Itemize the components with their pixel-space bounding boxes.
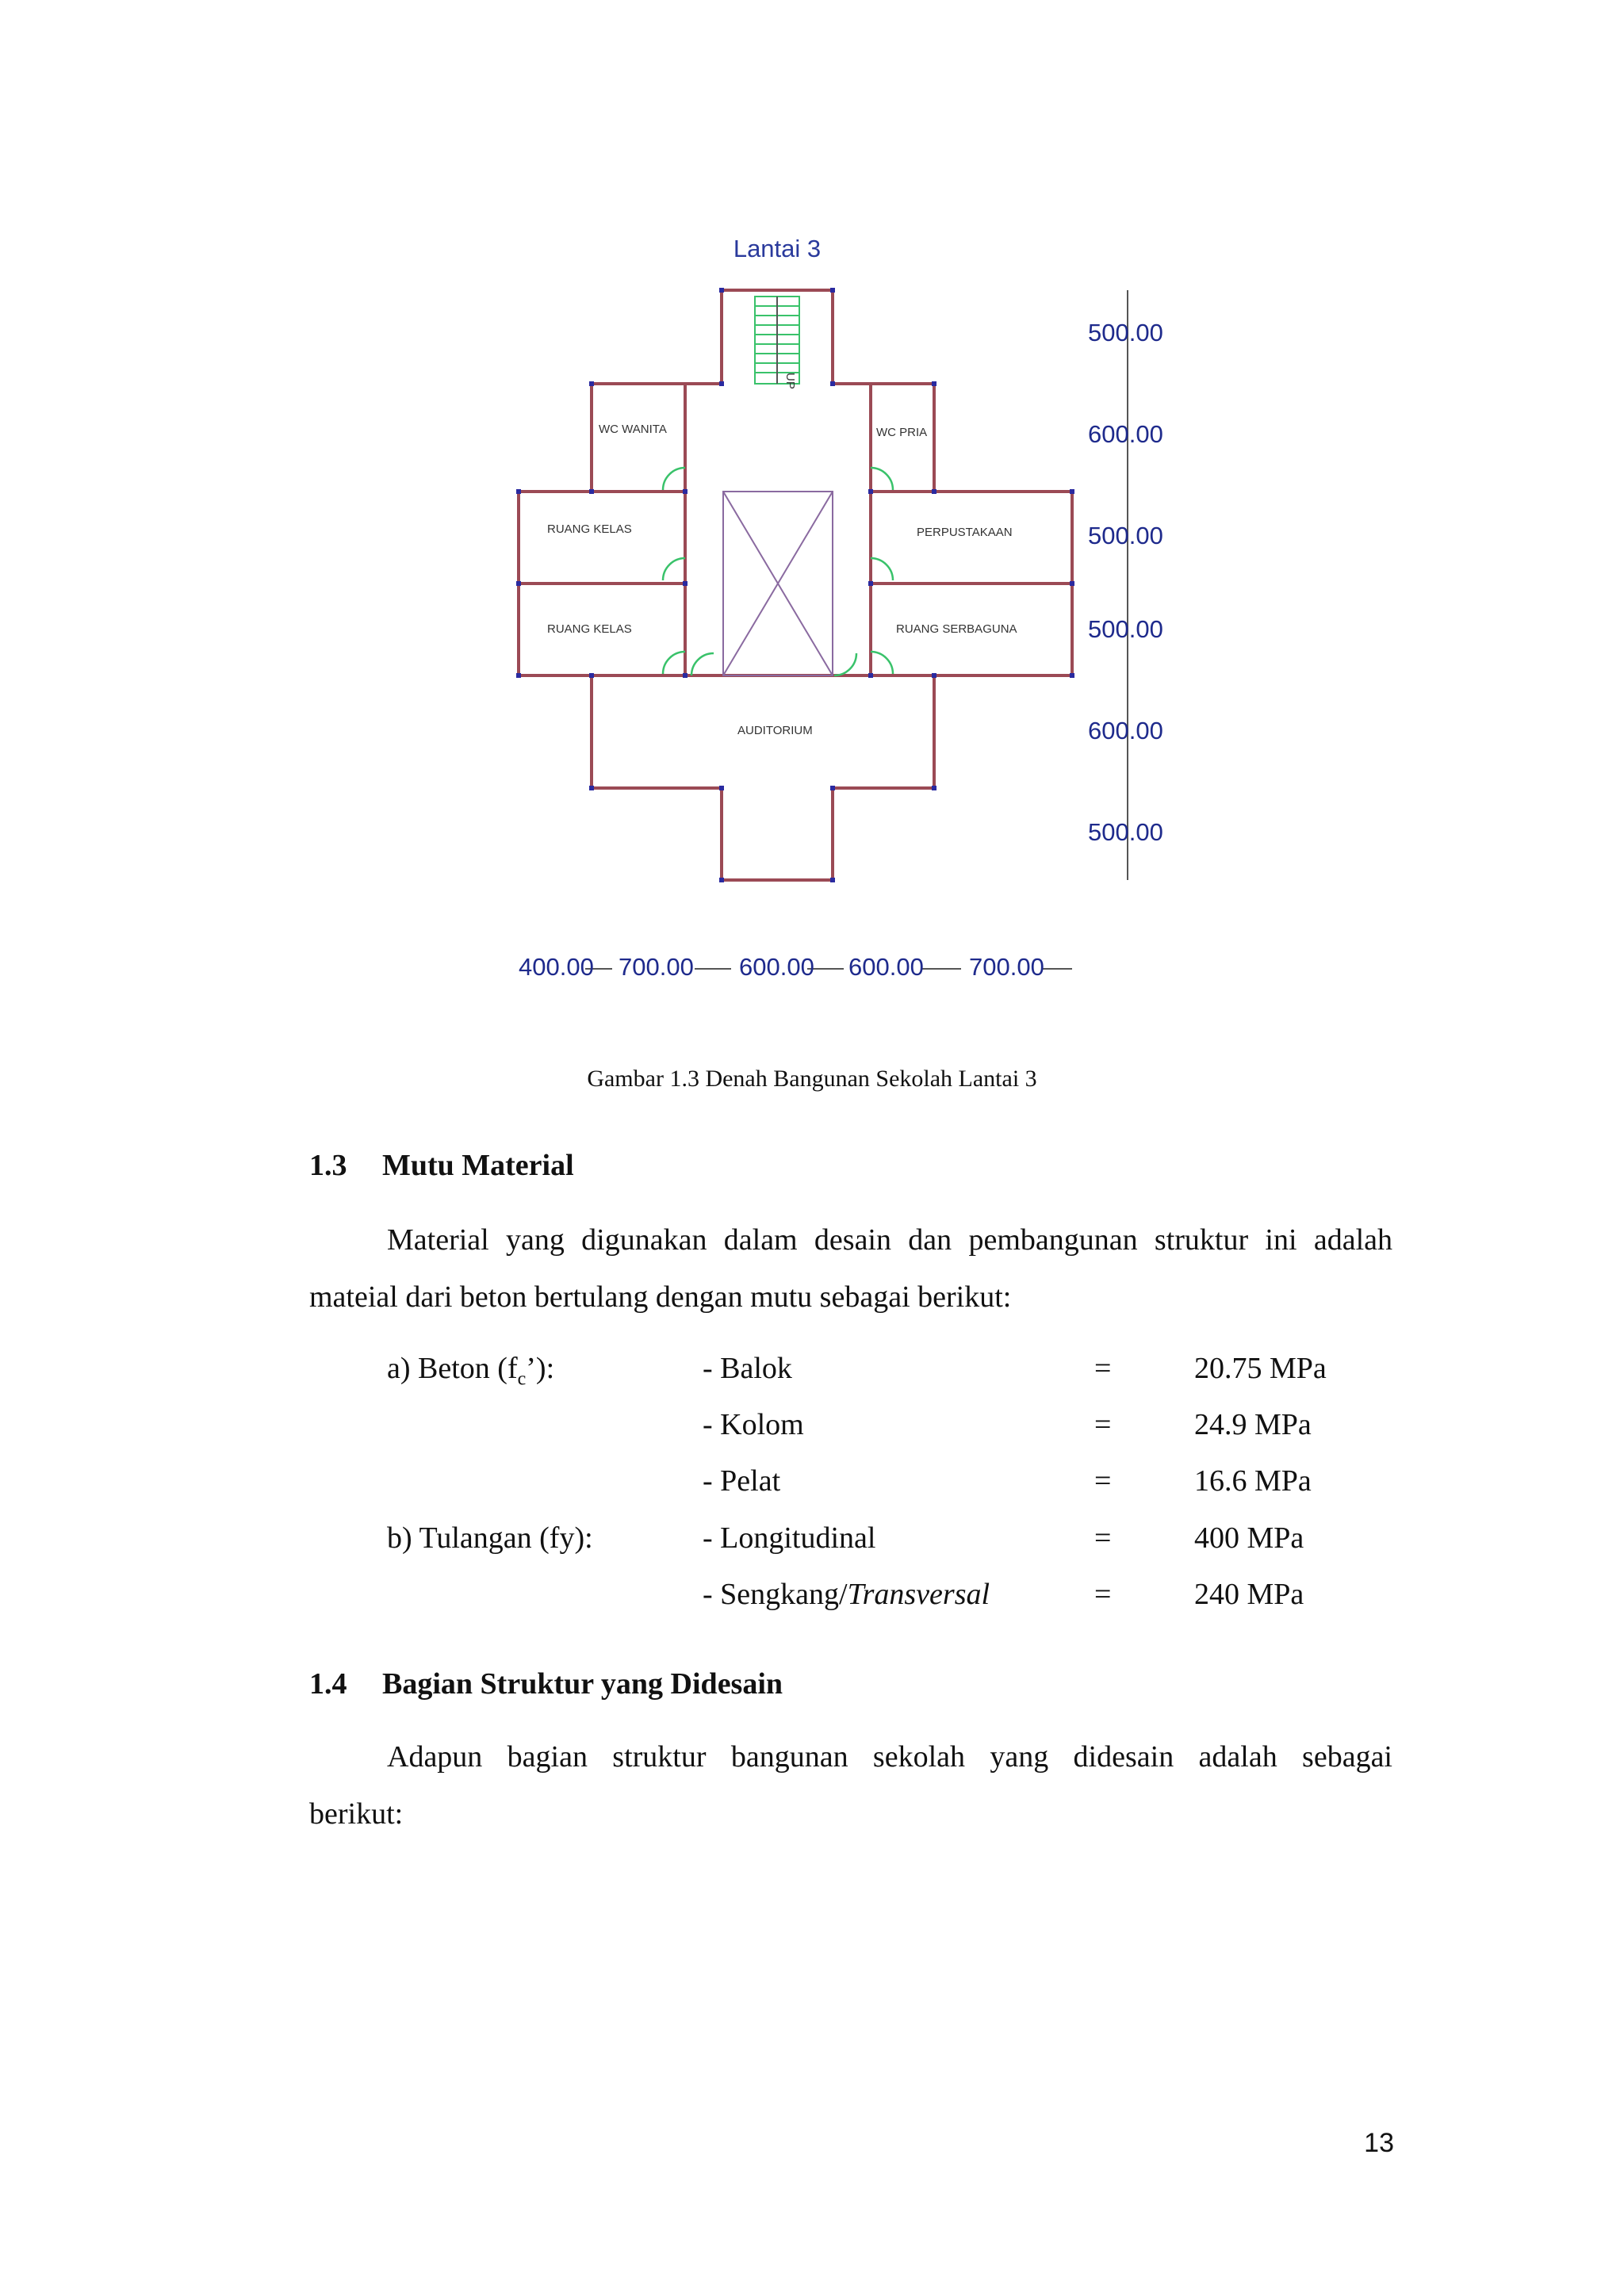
vertical-dim-4: 500.00 <box>1088 615 1163 643</box>
horizontal-dim-5: 700.00 <box>969 953 1044 981</box>
room-label-perpustakaan: PERPUSTAKAAN <box>917 526 1013 539</box>
figure-caption: Gambar 1.3 Denah Bangunan Sekolah Lantai 3 <box>587 1066 1037 1092</box>
material-item: - Balok <box>703 1352 792 1385</box>
room-label-wc-wanita: WC WANITA <box>599 423 667 436</box>
material-value: 24.9 MPa <box>1194 1408 1312 1441</box>
beton-label: a) Beton $(f_c’)$: <box>387 1352 555 1390</box>
material-item: - Kolom <box>703 1408 804 1441</box>
tulangan-label: b) Tulangan (fy): <box>387 1521 593 1555</box>
section-heading-1-3 <box>309 1148 574 1183</box>
room-label-auditorium: AUDITORIUM <box>737 724 813 737</box>
material-equals: = <box>1094 1521 1112 1555</box>
section-number: 1.3 <box>309 1149 347 1182</box>
horizontal-dim-3: 600.00 <box>739 953 814 981</box>
page-number: 13 <box>1364 2128 1394 2158</box>
material-value: 20.75 MPa <box>1194 1352 1327 1385</box>
horizontal-dim-2: 700.00 <box>619 953 694 981</box>
room-label-ruang-kelas-1: RUANG KELAS <box>547 522 632 536</box>
material-item: - Pelat <box>703 1464 781 1498</box>
material-value: 400 MPa <box>1194 1521 1304 1555</box>
stair-up-label: UP <box>783 373 797 389</box>
material-item: - Sengkang/Transversal <box>703 1578 990 1611</box>
stair <box>755 297 799 384</box>
room-label-ruang-serbaguna: RUANG SERBAGUNA <box>896 622 1017 636</box>
room-label-ruang-kelas-2: RUANG KELAS <box>547 622 632 636</box>
horizontal-dim-1: 400.00 <box>519 953 594 981</box>
room-label-wc-pria: WC PRIA <box>876 426 928 439</box>
material-value: 240 MPa <box>1194 1578 1304 1611</box>
figure-title: Lantai 3 <box>733 235 822 262</box>
paragraph-line: Material yang digunakan dalam desain dan pembangunan struktur ini adalah <box>387 1223 1392 1257</box>
material-equals: = <box>1094 1352 1112 1385</box>
vertical-dim-1: 500.00 <box>1088 319 1163 346</box>
horizontal-dim-4: 600.00 <box>848 953 924 981</box>
section-number: 1.4 <box>309 1667 347 1701</box>
section-title: Mutu Material <box>382 1149 574 1182</box>
doors <box>663 468 893 675</box>
material-equals: = <box>1094 1578 1112 1611</box>
material-value: 16.6 MPa <box>1194 1464 1312 1498</box>
material-item: - Longitudinal <box>703 1521 876 1555</box>
vertical-dim-3: 500.00 <box>1088 522 1163 549</box>
material-equals: = <box>1094 1464 1112 1498</box>
vertical-dim-2: 600.00 <box>1088 420 1163 448</box>
section-heading-1-4 <box>309 1667 783 1701</box>
paragraph-line: Adapun bagian struktur bangunan sekolah yang didesain adalah sebagai <box>387 1740 1392 1774</box>
void-opening <box>723 492 833 675</box>
vertical-dim-5: 600.00 <box>1088 717 1163 744</box>
material-equals: = <box>1094 1408 1112 1441</box>
paragraph-line: mateial dari beton bertulang dengan mutu sebagai berikut: <box>309 1280 1012 1314</box>
vertical-dim-6: 500.00 <box>1088 818 1163 846</box>
paragraph-line: berikut: <box>309 1797 404 1831</box>
section-title: Bagian Struktur yang Didesain <box>382 1667 783 1701</box>
